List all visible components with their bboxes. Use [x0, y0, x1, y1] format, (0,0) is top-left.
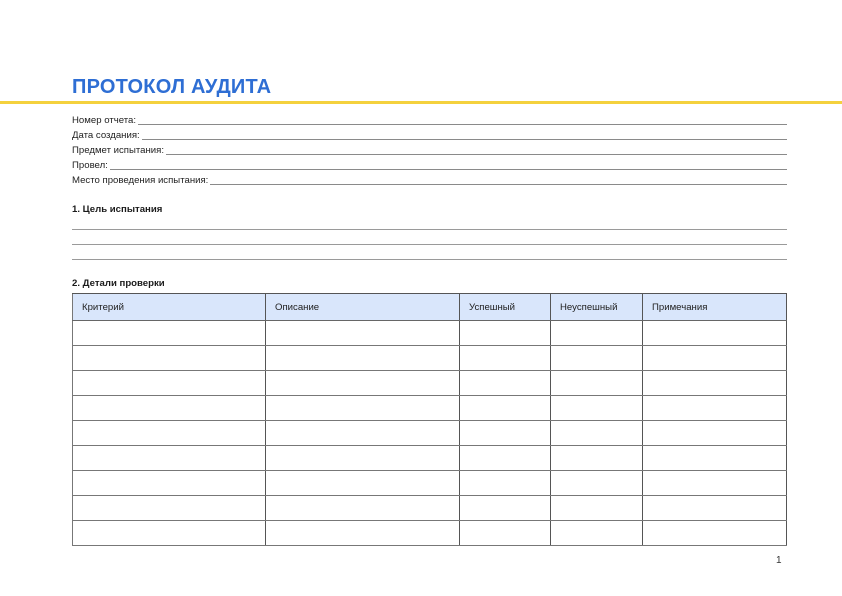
cell-criterion[interactable]: [73, 496, 266, 521]
cell-criterion[interactable]: [73, 371, 266, 396]
field-label: Предмет испытания:: [72, 145, 165, 156]
cell-failed[interactable]: [551, 396, 643, 421]
cell-description[interactable]: [266, 346, 460, 371]
creation-date-input[interactable]: [142, 129, 787, 140]
cell-description[interactable]: [266, 521, 460, 546]
cell-description[interactable]: [266, 321, 460, 346]
cell-passed[interactable]: [460, 496, 551, 521]
table-header-row: [73, 294, 787, 321]
column-header-criterion: Критерий: [73, 294, 266, 321]
cell-failed[interactable]: [551, 421, 643, 446]
field-test-location: [72, 172, 787, 187]
cell-failed[interactable]: [551, 496, 643, 521]
cell-passed[interactable]: [460, 321, 551, 346]
field-report-number: [72, 112, 787, 127]
field-label: Место проведения испытания:: [72, 175, 209, 186]
cell-description[interactable]: [266, 471, 460, 496]
cell-criterion[interactable]: [73, 321, 266, 346]
cell-notes[interactable]: [643, 396, 787, 421]
field-label: Номер отчета:: [72, 115, 137, 126]
cell-passed[interactable]: [460, 446, 551, 471]
column-header-passed: Успешный: [460, 294, 551, 321]
cell-notes[interactable]: [643, 521, 787, 546]
table-row: [73, 446, 787, 471]
cell-notes[interactable]: [643, 496, 787, 521]
table-row: [73, 496, 787, 521]
report-info-fields: [72, 112, 787, 187]
table-row: [73, 346, 787, 371]
table-row: [73, 321, 787, 346]
document-title: ПРОТОКОЛ АУДИТА: [72, 76, 272, 98]
cell-passed[interactable]: [460, 371, 551, 396]
cell-failed[interactable]: [551, 346, 643, 371]
test-subject-input[interactable]: [166, 144, 787, 155]
table-row: [73, 471, 787, 496]
cell-notes[interactable]: [643, 471, 787, 496]
section-heading-details: 2. Детали проверки: [72, 278, 165, 289]
cell-description[interactable]: [266, 396, 460, 421]
cell-notes[interactable]: [643, 421, 787, 446]
cell-failed[interactable]: [551, 471, 643, 496]
table-row: [73, 521, 787, 546]
cell-passed[interactable]: [460, 421, 551, 446]
cell-passed[interactable]: [460, 471, 551, 496]
cell-passed[interactable]: [460, 521, 551, 546]
purpose-blank-line[interactable]: [72, 229, 787, 244]
field-label: Дата создания:: [72, 130, 140, 141]
inspection-details-table: [72, 293, 787, 546]
column-header-notes: Примечания: [643, 294, 787, 321]
purpose-blank-line[interactable]: [72, 259, 787, 274]
cell-criterion[interactable]: [73, 346, 266, 371]
cell-criterion[interactable]: [73, 446, 266, 471]
title-accent-divider: [0, 101, 842, 104]
cell-failed[interactable]: [551, 371, 643, 396]
cell-description[interactable]: [266, 496, 460, 521]
column-header-failed: Неуспешный: [551, 294, 643, 321]
field-conducted-by: [72, 157, 787, 172]
cell-notes[interactable]: [643, 371, 787, 396]
cell-description[interactable]: [266, 421, 460, 446]
cell-criterion[interactable]: [73, 521, 266, 546]
field-creation-date: [72, 127, 787, 142]
report-number-input[interactable]: [138, 114, 787, 125]
column-header-description: Описание: [266, 294, 460, 321]
cell-criterion[interactable]: [73, 471, 266, 496]
cell-description[interactable]: [266, 371, 460, 396]
table-row: [73, 371, 787, 396]
cell-description[interactable]: [266, 446, 460, 471]
cell-criterion[interactable]: [73, 421, 266, 446]
cell-passed[interactable]: [460, 346, 551, 371]
purpose-text-area[interactable]: [72, 229, 787, 274]
cell-failed[interactable]: [551, 321, 643, 346]
cell-failed[interactable]: [551, 521, 643, 546]
table-row: [73, 396, 787, 421]
field-label: Провел:: [72, 160, 108, 171]
table-row: [73, 421, 787, 446]
section-heading-purpose: 1. Цель испытания: [72, 204, 163, 215]
purpose-blank-line[interactable]: [72, 244, 787, 259]
cell-notes[interactable]: [643, 321, 787, 346]
conducted-by-input[interactable]: [110, 159, 787, 170]
cell-notes[interactable]: [643, 446, 787, 471]
cell-passed[interactable]: [460, 396, 551, 421]
field-test-subject: [72, 142, 787, 157]
page-number: 1: [776, 555, 782, 566]
test-location-input[interactable]: [210, 174, 787, 185]
cell-criterion[interactable]: [73, 396, 266, 421]
cell-notes[interactable]: [643, 346, 787, 371]
cell-failed[interactable]: [551, 446, 643, 471]
